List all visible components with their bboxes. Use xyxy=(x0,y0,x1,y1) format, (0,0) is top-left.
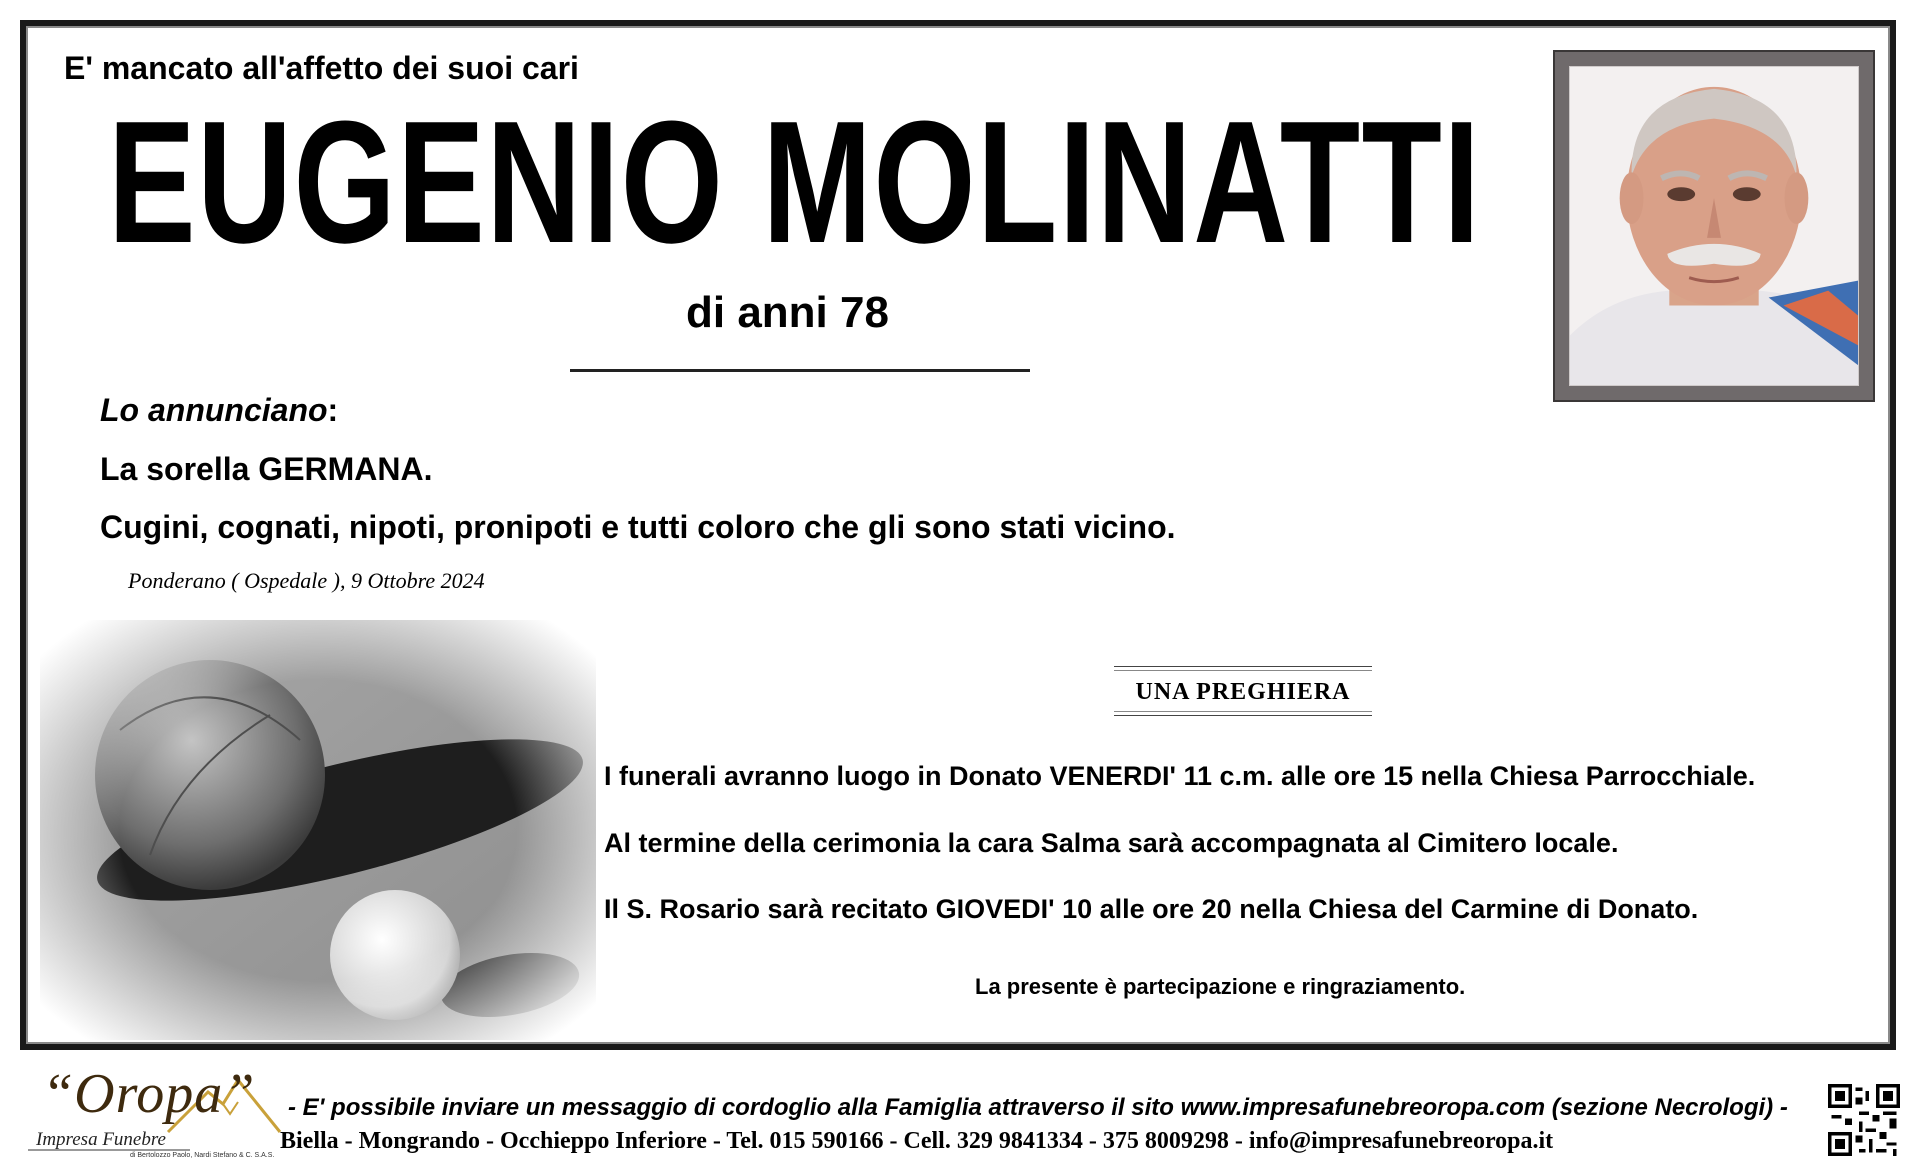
age-text: di anni 78 xyxy=(686,288,889,337)
qr-code-icon xyxy=(1828,1084,1900,1156)
portrait-illustration xyxy=(1570,67,1858,385)
portrait-frame xyxy=(1553,50,1875,402)
footer-message: - E' possibile inviare un messaggio di cordoglio alla Famiglia attraverso il sito www.impresafunebreoropa.com (sezione Necrologi) - xyxy=(288,1094,1788,1121)
prayer-heading: UNA PREGHIERA xyxy=(1114,666,1372,716)
thanks-text: La presente è partecipazione e ringraziamento. xyxy=(975,974,1466,999)
announce-title xyxy=(100,392,338,429)
footer-contacts: Biella - Mongrando - Occhieppo Inferiore - Tel. 015 590166 - Cell. 329 9841334 - 375 8009298 - info@impresafunebreoropa.it xyxy=(280,1128,1554,1154)
logo-company: di Bertolozzo Paolo, Nardi Stefano & C. S.A.S. xyxy=(130,1152,275,1159)
divider xyxy=(570,369,1030,372)
bocce-balls-image xyxy=(40,620,596,1040)
logo-subtitle: Impresa Funebre xyxy=(36,1129,166,1150)
announce-title-text: Lo annunciano xyxy=(100,392,328,428)
deceased-name: EUGENIO MOLINATTI xyxy=(108,84,1482,279)
intro-text: E' mancato all'affetto dei suoi cari xyxy=(64,50,579,86)
announce-title-colon: : xyxy=(327,392,339,428)
announce-sister: La sorella GERMANA. xyxy=(100,451,433,487)
oropa-logo xyxy=(18,1062,284,1164)
logo-name: “Oropa” xyxy=(42,1063,256,1125)
portrait-photo xyxy=(1569,66,1859,386)
funeral-info-1: I funerali avranno luogo in Donato VENERDI' 11 c.m. alle ore 15 nella Chiesa Parrocchiale. xyxy=(604,761,1756,791)
funeral-info-2: Al termine della cerimonia la cara Salma sarà accompagnata al Cimitero locale. xyxy=(604,828,1619,858)
funeral-info-3: Il S. Rosario sarà recitato GIOVEDI' 10 alle ore 20 nella Chiesa del Carmine di Donato. xyxy=(604,894,1699,924)
place-date: Ponderano ( Ospedale ), 9 Ottobre 2024 xyxy=(128,568,485,593)
announce-relatives: Cugini, cognati, nipoti, pronipoti e tutti coloro che gli sono stati vicino. xyxy=(100,509,1176,545)
